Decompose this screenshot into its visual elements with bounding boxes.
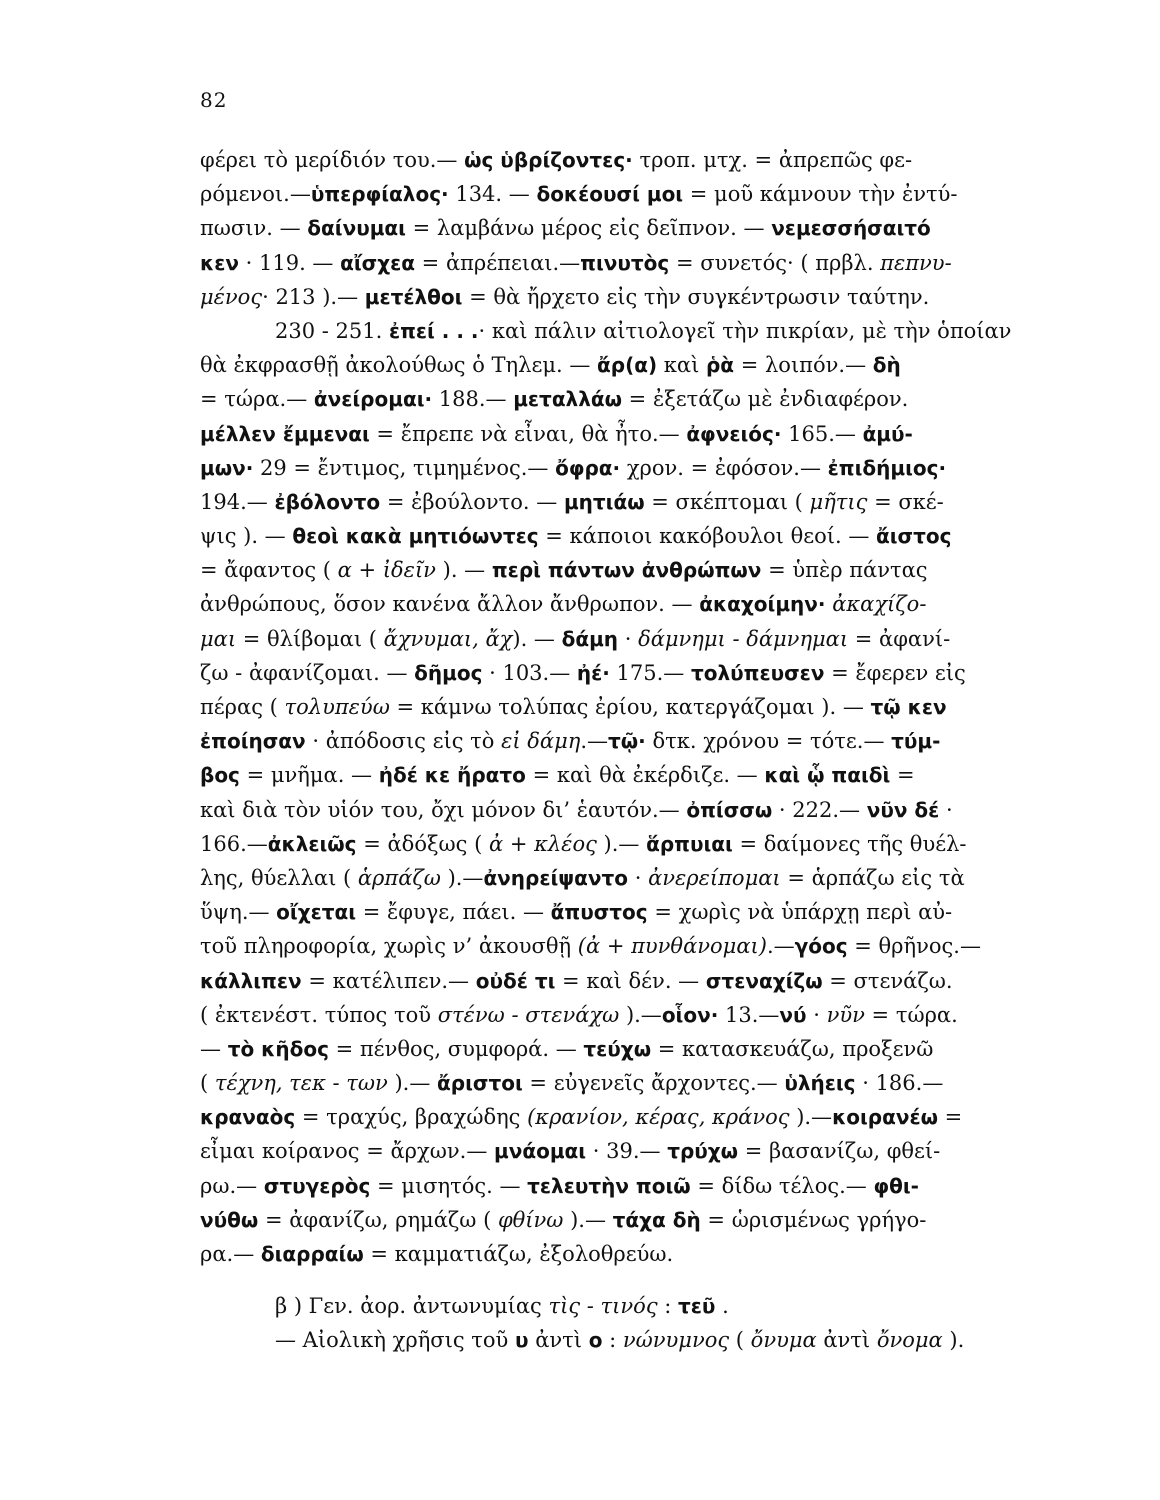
text-line: 194.— ἐβόλοντο = ἐβούλοντο. — μητιάω = σκέπτομαι ( μῆτις = σκέ- [200, 489, 944, 514]
text-line: μέλλεν ἔμμεναι = ἔπρεπε νὰ εἶναι, θὰ ἦτο.— ἀφνειός· 165.— ἀμύ- [200, 421, 913, 446]
text-line: ὕψη.— οἴχεται = ἔφυγε, πάει. — ἄπυστος = χωρὶς νὰ ὑπάρχῃ περὶ αὐ- [200, 900, 953, 925]
text-line: πέρας ( τολυπεύω = κάμνω τολύπας ἐρίου, κατεργάζομαι ). — τῷ κεν [200, 695, 947, 719]
text-line: μαι = θλίβομαι ( ἄχνυμαι, ἄχ). — δάμη · δάμνημι - δάμνημαι = ἀφανί- [200, 626, 951, 651]
text-line: ρόμενοι.—ὑπερφίαλος· 134. — δοκέουσί μοι = μοῦ κάμνουν τὴν ἐντύ- [200, 182, 958, 207]
text-line: φέρει τὸ μερίδιόν του.— ὡς ὑβρίζοντες· τροπ. μτχ. = ἀπρεπῶς φε- [200, 148, 913, 172]
text-line: βος = μνῆμα. — ἠδέ κε ἤρατο = καὶ θὰ ἐκέρδιζε. — καὶ ᾧ παιδὶ = [200, 763, 915, 788]
text-line: ψις ). — θεοὶ κακὰ μητιόωντες = κάποιοι κακόβουλοι θεοί. — ἄιστος [200, 524, 952, 549]
text-line: 230 - 251. ἐπεί . . .· καὶ πάλιν αἰτιολογεῖ τὴν πικρίαν, μὲ τὴν ὁποίαν [275, 318, 1012, 343]
page-number: 82 [200, 88, 228, 112]
text-line: ζω - ἀφανίζομαι. — δῆμος · 103.— ἠέ· 175.— τολύπευσεν = ἔφερεν εἰς [200, 660, 966, 685]
text-line: τοῦ πληροφορία, χωρὶς ν’ ἀκουσθῇ (ἀ + πυνθάνομαι).—γόος = θρῆνος.— [200, 934, 981, 959]
text-line: = τώρα.— ἀνείρομαι· 188.— μεταλλάω = ἐξετάζω μὲ ἐνδιαφέρον. [200, 387, 909, 412]
text-line: ἐποίησαν · ἀπόδοσις εἰς τὸ εἰ δάμη.—τῷ· δτκ. χρόνου = τότε.— τύμ- [200, 729, 941, 754]
text-line: κραναὸς = τραχύς, βραχώδης (κρανίον, κέρας, κράνος ).—κοιρανέω = [200, 1105, 963, 1130]
text-line: = ἄφαντος ( α + ἰδεῖν ). — περὶ πάντων ἀνθρώπων = ὑπὲρ πάντας [200, 558, 928, 583]
text-line: ( ἐκτενέστ. τύπος τοῦ στένω - στενάχω ).—οἷον· 13.—νύ · νῦν = τώρα. [200, 1002, 958, 1027]
note-line: β ) Γεν. ἀορ. ἀντωνυμίας τὶς - τινός : τεῦ . [275, 1294, 729, 1319]
text-line: 166.—ἀκλειῶς = ἀδόξως ( ἀ + κλέος ).— ἅρπυιαι = δαίμονες τῆς θυέλ- [200, 831, 967, 856]
text-line: πωσιν. — δαίνυμαι = λαμβάνω μέρος εἰς δεῖπνον. — νεμεσσήσαιτό [200, 216, 931, 241]
text-line: μων· 29 = ἔντιμος, τιμημένος.— ὄφρα· χρον. = ἐφόσον.— ἐπιδήμιος· [200, 455, 947, 480]
text-line: εἶμαι κοίρανος = ἄρχων.— μνάομαι · 39.— τρύχω = βασανίζω, φθεί- [200, 1139, 941, 1164]
text-line: κεν · 119. — αἴσχεα = ἀπρέπειαι.—πινυτὸς = συνετός· ( πρβλ. πεπνυ- [200, 250, 952, 275]
text-line: ρω.— στυγερὸς = μισητός. — τελευτὴν ποιῶ = δίδω τέλος.— φθι- [200, 1173, 919, 1198]
commentary-text [200, 143, 1135, 1358]
text-line: ( τέχνη, τεκ - των ).— ἄριστοι = εὐγενεῖς ἄρχοντες.— ὑλήεις · 186.— [200, 1071, 944, 1096]
text-line: λης, θύελλαι ( ἁρπάζω ).—ἀνηρείψαντο · ἀνερείπομαι = ἁρπάζω εἰς τὰ [200, 865, 965, 890]
text-line: — τὸ κῆδος = πένθος, συμφορά. — τεύχω = κατασκευάζω, προξενῶ [200, 1036, 934, 1061]
text-line: μένος· 213 ).— μετέλθοι = θὰ ἤρχετο εἰς τὴν συγκέντρωσιν ταύτην. [200, 284, 930, 309]
text-line: θὰ ἐκφρασθῇ ἀκολούθως ὁ Τηλεμ. — ἄρ(α) καὶ ῥὰ = λοιπόν.— δὴ [200, 353, 901, 378]
text-line: κάλλιπεν = κατέλιπεν.— οὐδέ τι = καὶ δέν. — στεναχίζω = στενάζω. [200, 968, 953, 993]
text-line: καὶ διὰ τὸν υἱόν του, ὄχι μόνον δι’ ἑαυτόν.— ὀπίσσω · 222.— νῦν δέ · [200, 797, 953, 822]
text-line: νύθω = ἀφανίζω, ρημάζω ( φθίνω ).— τάχα δὴ = ὡρισμένως γρήγο- [200, 1207, 927, 1232]
note-line: — Αἰολικὴ χρῆσις τοῦ υ ἀντὶ ο : νώνυμνος ( ὄνυμα ἀντὶ ὄνομα ). [275, 1328, 965, 1353]
text-line: ἀνθρώπους, ὅσον κανένα ἄλλον ἄνθρωπον. — ἀκαχοίμην· ἀκαχίζο- [200, 592, 927, 617]
text-line: ρα.— διαρραίω = καμματιάζω, ἐξολοθρεύω. [200, 1242, 674, 1266]
